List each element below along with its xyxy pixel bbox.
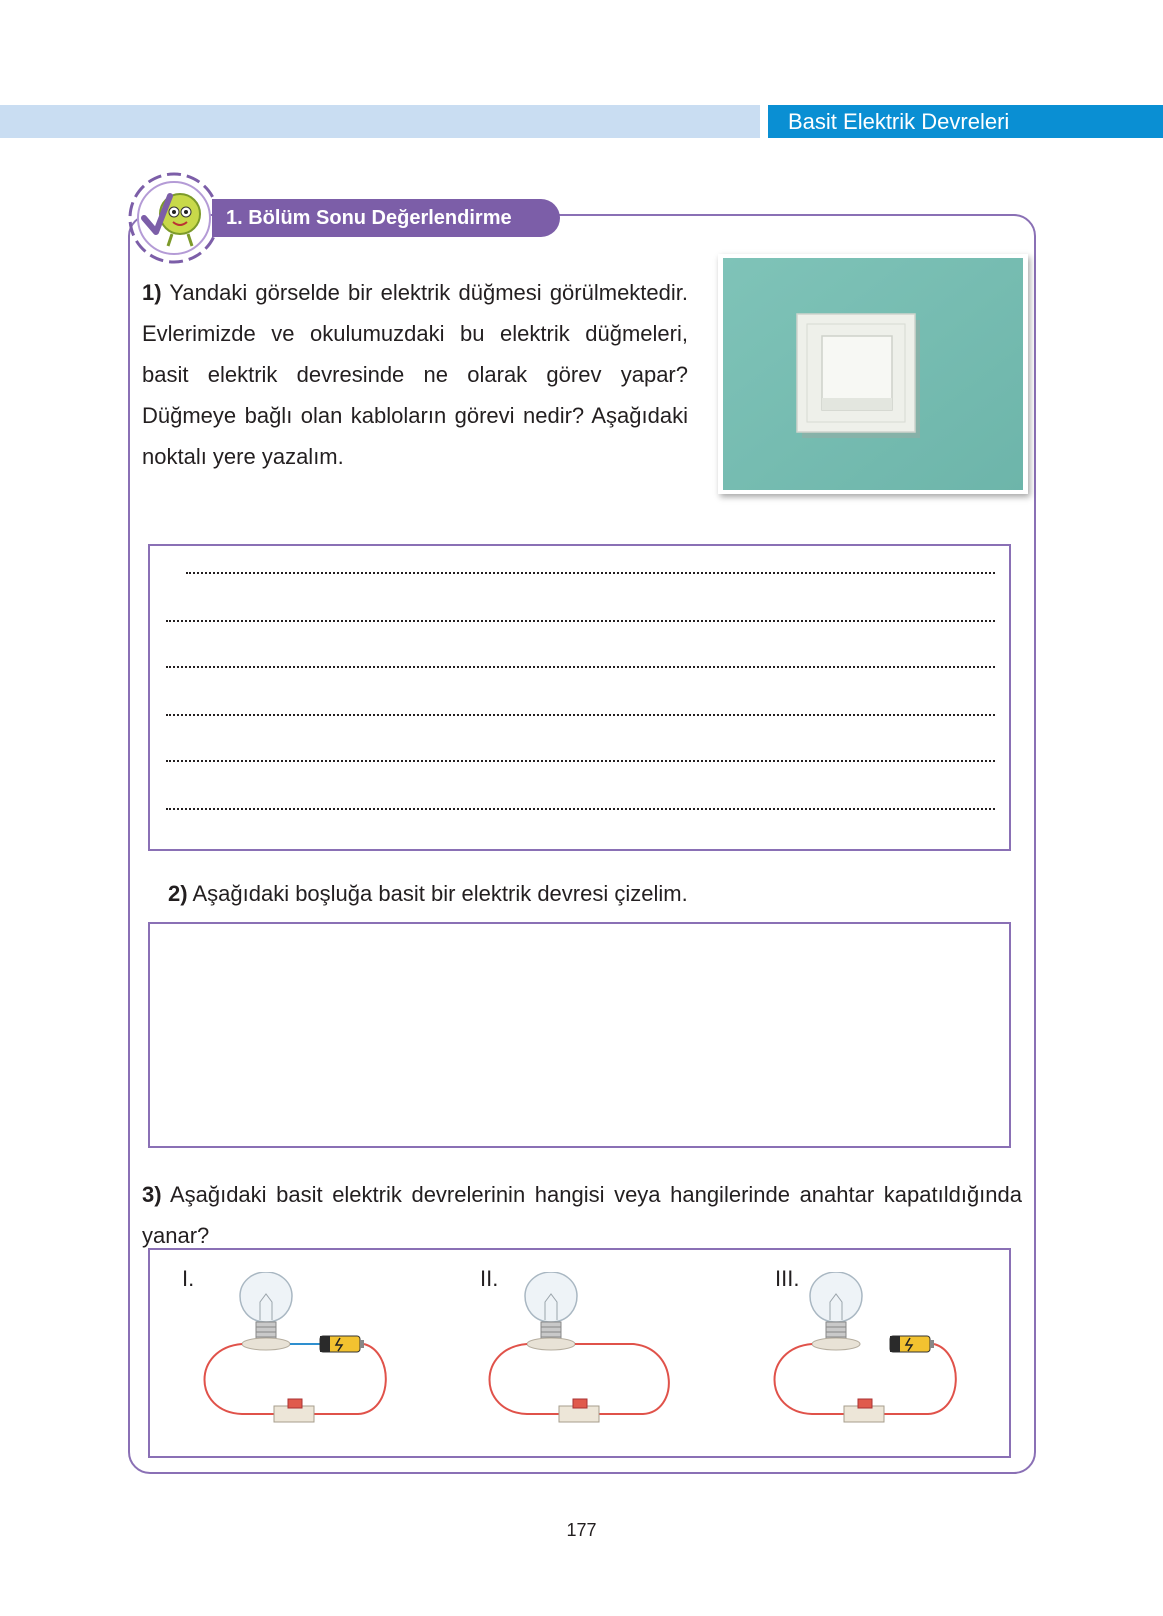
circuit-2-label: II. xyxy=(480,1266,499,1291)
question-1-number: 1) xyxy=(142,280,162,305)
circuits-panel xyxy=(148,1248,1011,1458)
question-3-text: Aşağıdaki basit elektrik devrelerinin hangisi veya hangilerinde anahtar kapatıldığında yanar? xyxy=(142,1182,1022,1248)
check-mascot-icon xyxy=(126,170,222,266)
question-3 xyxy=(142,1174,1022,1256)
chapter-title: Basit Elektrik Devreleri xyxy=(768,105,1163,138)
answer-line xyxy=(186,570,995,574)
circuit-2-diagram xyxy=(483,1272,683,1452)
page-number: 177 xyxy=(566,1520,597,1540)
light-switch-image xyxy=(723,258,1023,490)
circuit-1-diagram xyxy=(198,1272,398,1452)
question-1-text: Yandaki görselde bir elektrik düğmesi görülmektedir. Evlerimizde ve okulumuzdaki bu elektrik düğmeleri, basit elektrik devresinde ne olarak görev yapar? Düğmeye bağlı olan kabloların görevi nedir? Aşağıdaki noktalı yere yazalım. xyxy=(142,280,688,469)
circuit-3-diagram xyxy=(768,1272,968,1452)
bulb-icon xyxy=(525,1272,577,1350)
battery-icon xyxy=(320,1336,364,1352)
question-1 xyxy=(142,272,688,477)
header-band xyxy=(0,105,760,138)
circuit-1-label: I. xyxy=(182,1266,195,1291)
answer-area[interactable] xyxy=(148,544,1011,851)
battery-icon xyxy=(890,1336,934,1352)
light-switch-photo xyxy=(718,254,1028,494)
answer-line xyxy=(166,618,995,622)
question-2 xyxy=(168,873,968,914)
bulb-icon xyxy=(240,1272,292,1350)
question-2-text: Aşağıdaki boşluğa basit bir elektrik devresi çizelim. xyxy=(192,881,688,906)
answer-line xyxy=(166,806,995,810)
circuit-3-label: III. xyxy=(775,1266,800,1291)
drawing-area[interactable] xyxy=(148,922,1011,1148)
question-2-number: 2) xyxy=(168,881,188,906)
answer-line xyxy=(166,664,995,668)
switch-icon xyxy=(559,1399,599,1422)
question-3-number: 3) xyxy=(142,1182,162,1207)
bulb-icon xyxy=(810,1272,862,1350)
answer-line xyxy=(166,712,995,716)
section-title: 1. Bölüm Sonu Değerlendirme xyxy=(212,199,560,237)
switch-icon xyxy=(844,1399,884,1422)
answer-line xyxy=(166,758,995,762)
switch-icon xyxy=(274,1399,314,1422)
